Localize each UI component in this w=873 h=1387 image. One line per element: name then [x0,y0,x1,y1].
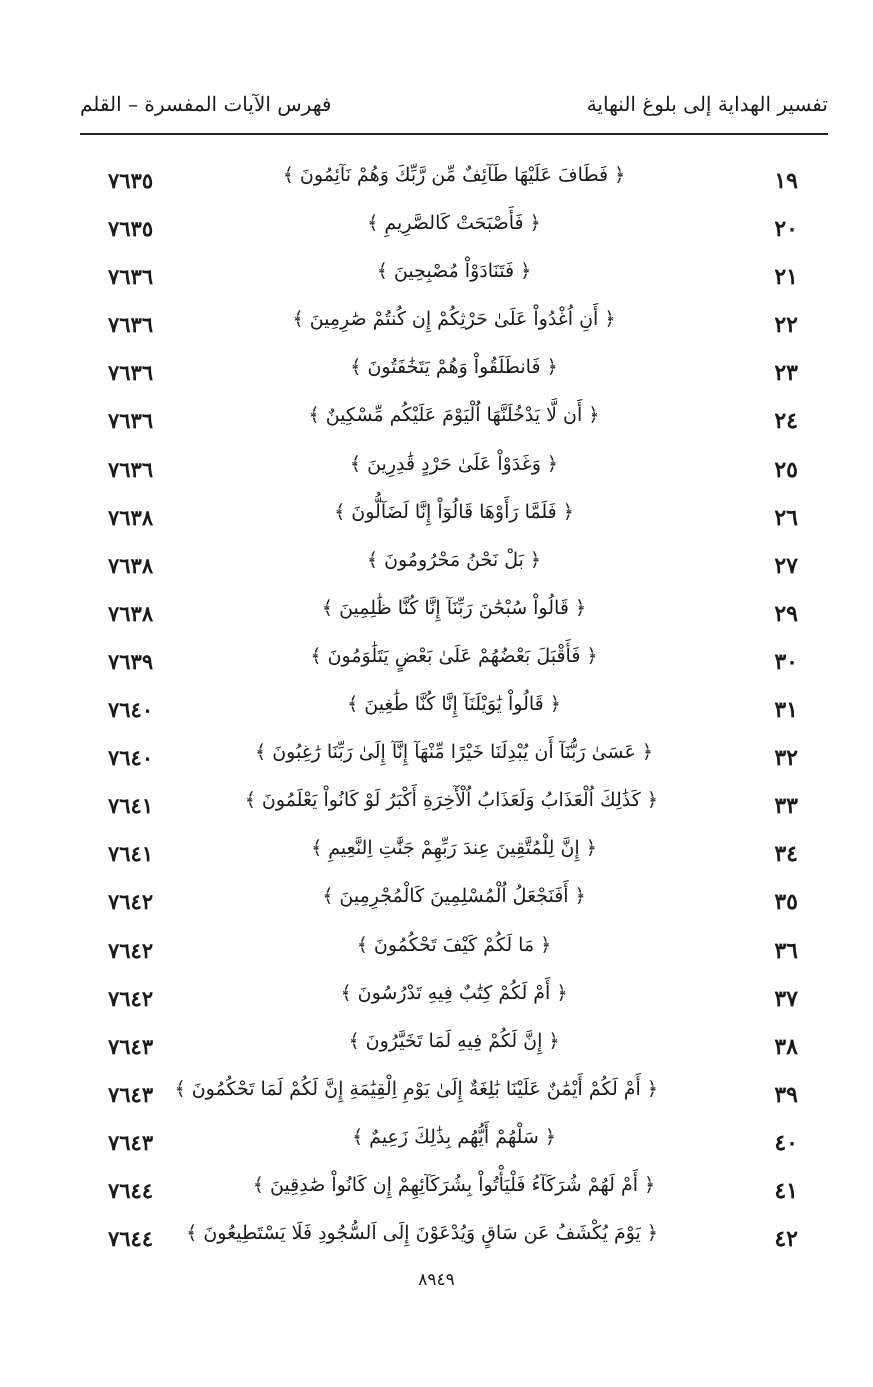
verse-text: ﴿ بَلْ نَحْنُ مَحْرُومُونَ ﴾ [366,548,542,571]
verse-number: ٤٢ [774,1226,798,1253]
verse-number: ٢١ [774,264,798,291]
table-row [80,930,828,978]
table-row [80,1074,828,1122]
table-row [80,881,828,929]
verse-number: ٢٣ [774,360,798,387]
table-row [80,256,828,304]
verse-number: ٣٢ [774,745,798,772]
verse-number: ٢٤ [774,408,798,435]
page-reference: ٧٦٣٦ [108,264,154,290]
verse-text: ﴿ أَنِ اُغْدُواْ عَلَىٰ حَرْثِكُمْ إِن كُنتُمْ صَٰرِمِينَ ﴾ [292,308,616,331]
table-row [80,641,828,689]
verse-number: ٣٣ [774,793,798,820]
verse-text: ﴿ أَفَنَجْعَلُ اُلْمُسْلِمِينَ كَالْمُجْرِمِينَ ﴾ [322,885,586,908]
page-reference: ٧٦٤٠ [108,745,154,771]
page-reference: ٧٦٣٦ [108,312,154,338]
verse-number: ٢٥ [774,456,798,483]
table-row [80,208,828,256]
verse-text: ﴿ فَلَمَّا رَأَوْهَا قَالُوٓاْ إِنَّا لَضَآلُّونَ ﴾ [334,500,574,523]
table-row [80,1026,828,1074]
page-reference: ٧٦٣٨ [108,600,154,626]
verse-number: ١٩ [774,168,798,194]
verse-text: ﴿ أَمْ لَهُمْ شُرَكَآءُ فَلْيَأْتُواْ بِشُرَكَآئِهِمْ إِن كَانُواْ صَٰدِقِينَ ﴾ [252,1173,656,1196]
page-reference: ٧٦٤٣ [108,1129,154,1155]
page-reference: ٧٦٣٥ [108,216,154,242]
verse-number: ٤١ [774,1177,798,1204]
verse-number: ٣٤ [774,841,798,868]
running-header [80,92,828,124]
verse-text: ﴿ قَالُواْ سُبْحَٰنَ رَبِّنَآ إِنَّا كُنَّا ظَٰلِمِينَ ﴾ [321,596,587,619]
page-reference: ٧٦٣٦ [108,360,154,386]
verse-text: ﴿ فَانطَلَقُواْ وَهُمْ يَتَخَٰفَتُونَ ﴾ [350,356,558,379]
verse-number: ٣٦ [774,937,798,964]
verse-text: ﴿ فَتَنَادَوْاْ مُصْبِحِينَ ﴾ [376,260,532,283]
verse-number: ٣٧ [774,985,798,1012]
verse-text: ﴿ فَأَقْبَلَ بَعْضُهُمْ عَلَىٰ بَعْضٍ يَتَلَٰوَمُونَ ﴾ [310,644,598,667]
table-row [80,689,828,737]
page-reference: ٧٦٤١ [108,841,154,867]
table-row [80,593,828,641]
book-title: تفسير الهداية إلى بلوغ النهاية [586,92,828,116]
verse-number: ٢٢ [774,312,798,339]
page-reference: ٧٦٤١ [108,793,154,819]
table-row [80,449,828,497]
verse-text: ﴿ إِنَّ لِلْمُتَّقِينَ عِندَ رَبِّهِمْ جَنَّٰتِ اِلنَّعِيمِ ﴾ [311,837,597,860]
page-reference: ٧٦٤٢ [108,985,154,1011]
table-row [80,352,828,400]
verse-text: ﴿ مَا لَكُمْ كَيْفَ تَحْكُمُونَ ﴾ [356,933,552,956]
page-reference: ٧٦٤٤ [108,1226,154,1252]
page-reference: ٧٦٣٥ [108,168,154,193]
verse-text: ﴿ سَلْهُمْ أَيُّهُم بِذَٰلِكَ زَعِيمٌ ﴾ [352,1125,556,1148]
verse-text: ﴿ كَذَٰلِكَ اُلْعَذَابُ وَلَعَذَابُ اُلْأٓخِرَةِ أَكْبَرُ لَوْ كَانُواْ يَعْلَمُونَ ﴾ [244,789,658,812]
table-row [80,160,828,208]
verse-text: ﴿ أَمْ لَكُمْ كِتَٰبٌ فِيهِ تَدْرُسُونَ ﴾ [340,981,568,1004]
page-reference: ٧٦٤٠ [108,697,154,723]
verse-number: ٣٥ [774,889,798,916]
verse-number: ٣١ [774,697,798,724]
verse-number: ٢٩ [774,600,798,627]
section-title: فهرس الآيات المفسرة – القلم [80,92,332,116]
verse-text: ﴿ قَالُواْ يَٰوَيْلَنَآ إِنَّا كُنَّا طَٰغِينَ ﴾ [347,693,561,716]
verse-text: ﴿ يَوْمَ يُكْشَفُ عَن سَاقٍ وَيُدْعَوْنَ إِلَى اَلسُّجُودِ فَلَا يَسْتَطِيعُونَ ﴾ [186,1222,658,1245]
page-reference: ٧٦٤٢ [108,937,154,963]
page-reference: ٧٦٤٣ [108,1033,154,1059]
verse-text: ﴿ أَن لَّا يَدْخُلَنَّهَا اُلْيَوْمَ عَلَيْكُم مِّسْكِينٌ ﴾ [308,404,600,427]
page-reference: ٧٦٣٦ [108,408,154,434]
verse-text: ﴿ فَأَصْبَحَتْ كَالصَّرِيمِ ﴾ [367,212,541,235]
table-row [80,833,828,881]
table-row [80,497,828,545]
page-reference: ٧٦٤٤ [108,1177,154,1203]
table-row [80,737,828,785]
page-reference: ٧٦٤٣ [108,1081,154,1107]
header-divider [80,133,828,135]
table-row [80,1122,828,1170]
table-row [80,545,828,593]
verse-text: ﴿ أَمْ لَكُمْ أَيْمَٰنٌ عَلَيْنَا بَٰلِغَةٌ إِلَىٰ يَوْمِ اِلْقِيَٰمَةِ إِنَّ لَكُمْ لَمَا تَحْكُمُونَ ﴾ [174,1077,658,1100]
table-row [80,1218,828,1266]
page-reference: ٧٦٣٨ [108,504,154,530]
verse-text: ﴿ إِنَّ لَكُمْ فِيهِ لَمَا تَخَيَّرُونَ ﴾ [348,1029,560,1052]
page-reference: ٧٦٤٢ [108,889,154,915]
page-reference: ٧٦٣٨ [108,552,154,578]
verse-number: ٢٧ [774,552,798,579]
page-number: ٨٩٤٩ [418,1270,455,1290]
table-row [80,785,828,833]
page-reference: ٧٦٣٩ [108,648,154,674]
table-row [80,400,828,448]
verse-number: ٢٠ [774,216,798,243]
table-row [80,1170,828,1218]
page-reference: ٧٦٣٦ [108,456,154,482]
verse-number: ٣٩ [774,1081,798,1108]
verse-index-table [80,160,828,1266]
verse-text: ﴿ عَسَىٰ رَبُّنَآ أَن يُبْدِلَنَا خَيْرًا مِّنْهَآ إِنَّآ إِلَىٰ رَبِّنَا رَٰغِبُونَ ﴾ [255,741,653,764]
verse-number: ٣٠ [774,648,798,675]
table-row [80,978,828,1026]
verse-number: ٤٠ [774,1129,798,1156]
verse-number: ٢٦ [774,504,798,531]
verse-text: ﴿ فَطَافَ عَلَيْهَا طَآئِفٌ مِّن رَّبِّكَ وَهُمْ نَآئِمُونَ ﴾ [282,164,626,186]
table-row [80,304,828,352]
verse-number: ٣٨ [774,1033,798,1060]
verse-text: ﴿ وَغَدَوْاْ عَلَىٰ حَرْدٍ قَٰدِرِينَ ﴾ [349,452,559,475]
